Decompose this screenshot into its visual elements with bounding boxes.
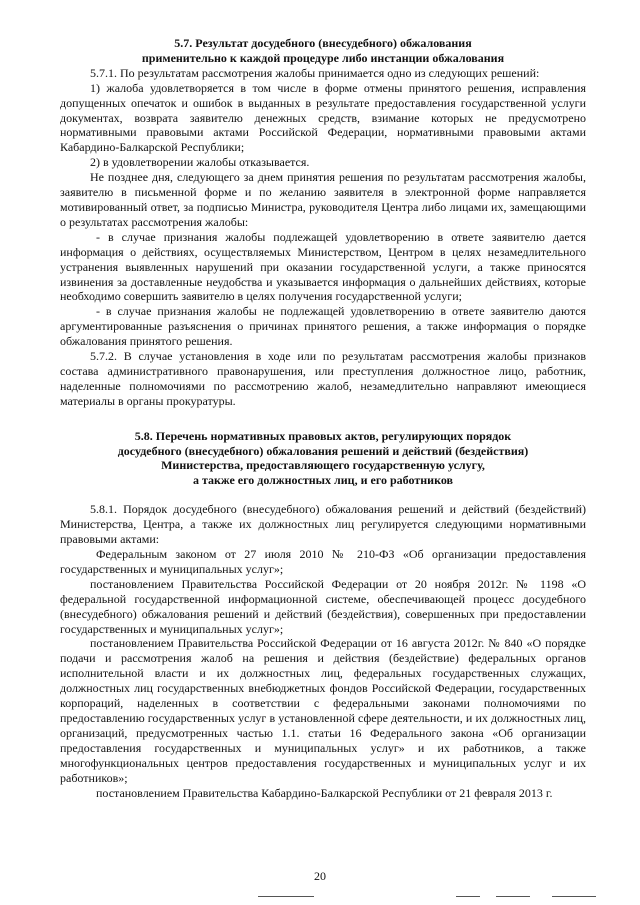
footer-rule bbox=[456, 896, 480, 897]
footer-rule bbox=[552, 896, 596, 897]
paragraph: постановлением Правительства Российской Федерации от 16 августа 2012г. № 840 «О порядке подачи и рассмотрения жалоб на решения и действия (бездействие) федеральных органов исполнительной власти и их должностных лиц, федеральных государственных служащих, должностных лиц государственных внебюджетных фондов Российской Федерации, государственных корпораций, наделенных в соответствии с федеральными законами полномочиями по предоставлению государственных услуг в установленной сфере деятельности, и их должностных лиц, организаций, предусмотренных частью 1.1. статьи 16 Федерального закона «Об организации предоставления государственных и муниципальных услуг» и их работников, а также многофункциональных центров предоставления государственных и муниципальных услуг и их работников»; bbox=[60, 636, 586, 785]
section-heading-line: 5.7. Результат досудебного (внесудебного) обжалования bbox=[174, 36, 472, 50]
section-heading-line: 5.8. Перечень нормативных правовых актов, регулирующих порядок bbox=[134, 428, 512, 443]
paragraph: - в случае признания жалобы не подлежащей удовлетворению в ответе заявителю даются аргументированные разъяснения о причинах принятого решения, а также информация о порядке обжалования принятого решения. bbox=[60, 304, 586, 349]
paragraph: 2) в удовлетворении жалобы отказывается. bbox=[90, 155, 310, 170]
document-page bbox=[60, 22, 586, 800]
paragraph: Федеральным законом от 27 июля 2010 № 210-ФЗ «Об организации предоставления государственных и муниципальных услуг»; bbox=[60, 547, 586, 576]
paragraph: 1) жалоба удовлетворяется в том числе в форме отмены принятого решения, исправления допущенных опечаток и ошибок в выданных в результате предоставления государственной услуги документах, возврата заявителю денежных средств, взимание которых не предусмотрено нормативными правовыми актами Российской Федерации, нормативными правовыми актами Кабардино-Балкарской Республики; bbox=[60, 80, 586, 155]
paragraph: 5.7.1. По результатам рассмотрения жалобы принимается одно из следующих решений: bbox=[90, 65, 540, 80]
footer-rule bbox=[258, 896, 314, 897]
paragraph: постановлением Правительства Российской Федерации от 20 ноября 2012г. № 1198 «О федеральной государственной информационной системе, обеспечивающей процесс досудебного (внесудебного) обжалования решений и действий (бездействия), совершенных при предоставлении государственных и муниципальных услуг»; bbox=[60, 576, 586, 636]
section-heading bbox=[60, 36, 586, 66]
paragraph: - в случае признания жалобы подлежащей удовлетворению в ответе заявителю дается информация о действиях, осуществляемых Министерством, Центром в целях незамедлительного устранения выявленных нарушений при оказании государственной услуги, а также приносятся извинения за доставленные неудобства и указывается информация о дальнейших действиях, которые необходимо совершить заявителю в целях получения государственной услуги; bbox=[60, 229, 586, 304]
paragraph: 5.7.2. В случае установления в ходе или по результатам рассмотрения жалобы признаков состава административного правонарушения, или преступления должностное лицо, работник, наделенные полномочиями по рассмотрению жалоб, незамедлительно направляют имеющиеся материалы в органы прокуратуры. bbox=[60, 349, 586, 408]
footer-rule bbox=[496, 896, 530, 897]
section-5-7 bbox=[60, 36, 586, 409]
section-heading bbox=[60, 429, 586, 489]
paragraph: постановлением Правительства Кабардино-Балкарской Республики от 21 февраля 2013 г. bbox=[96, 785, 553, 800]
page-number: 20 bbox=[314, 869, 326, 883]
section-heading-line: применительно к каждой процедуре либо инстанции обжалования bbox=[141, 50, 505, 65]
section-heading-line: досудебного (внесудебного) обжалования решений и действий (бездействия) bbox=[117, 443, 529, 458]
section-5-8 bbox=[60, 429, 586, 801]
section-heading-line: Министерства, предоставляющего государственную услугу, bbox=[161, 458, 485, 473]
paragraph: 5.8.1. Порядок досудебного (внесудебного) обжалования решений и действий (бездействий) Министерства, Центра, а также их должностных лиц регулируется следующими нормативными правовыми актами: bbox=[60, 502, 586, 547]
paragraph: Не позднее дня, следующего за днем принятия решения по результатам рассмотрения жалобы, заявителю в письменной форме и по желанию заявителя в электронной форме направляется мотивированный ответ, за подписью Министра, руководителя Центра либо лицами их, замещающими о результатах рассмотрения жалобы: bbox=[60, 170, 586, 229]
section-heading-line: а также его должностных лиц, и его работников bbox=[192, 473, 454, 488]
